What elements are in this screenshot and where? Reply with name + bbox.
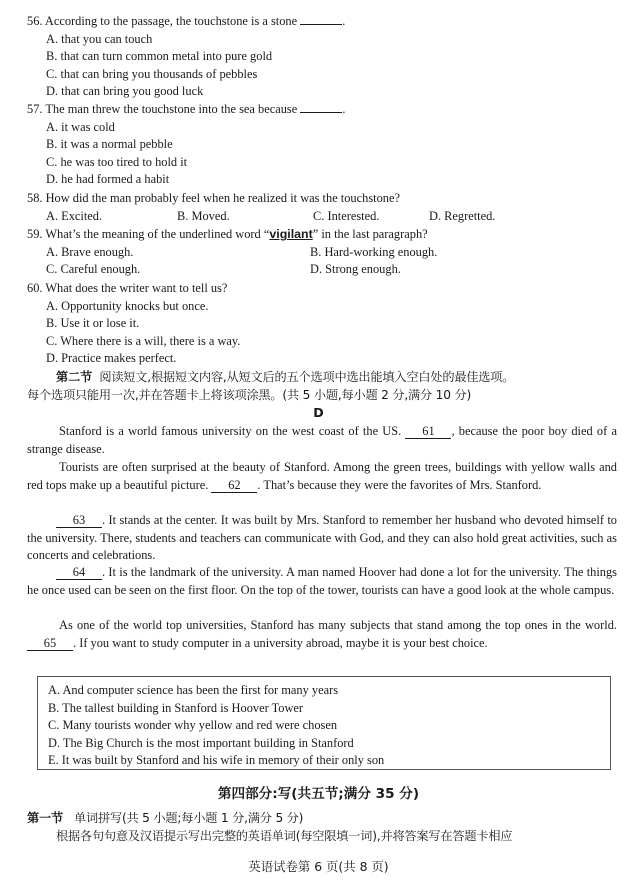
options-row	[27, 208, 617, 226]
section-2-instructions: 第二节 阅读短文,根据短文内容,从短文后的五个选项中选出能填入空白处的最佳选项。 每个选项只能用一次,并在答题卡上将该项涂黑。(共 5 小题,每小题 2 分,满分 10 分)	[27, 370, 515, 402]
blank-62: 62	[211, 478, 257, 493]
blank-61: 61	[405, 424, 451, 439]
blank-65: 65	[27, 636, 73, 651]
option-b: B. Hard-working enough.	[310, 244, 438, 259]
question-60	[27, 280, 617, 368]
option-c: C. he was too tired to hold it	[46, 154, 188, 169]
underlined-word: vigilant	[269, 227, 313, 241]
question-stem: 60. What does the writer want to tell us?	[27, 281, 228, 295]
option-d: D. Practice makes perfect.	[46, 351, 177, 366]
option-a: A. it was cold	[46, 119, 115, 134]
question-57	[27, 101, 617, 189]
option-a: A. Opportunity knocks but once.	[46, 298, 209, 313]
question-56	[27, 13, 617, 101]
option-c: C. Interested.	[313, 208, 380, 223]
paragraph-2: Tourists are often surprised at the beauty of Stanford. Among the green trees, buildings with yellow walls and red tops make up a beautiful picture. 62 . That’s because they were the favorites of Mrs. Stanford.	[27, 460, 617, 492]
option-d: D. Strong enough.	[310, 262, 401, 277]
passage-label: D	[313, 405, 324, 420]
options-row	[27, 261, 617, 279]
paragraph-4: 64 . It is the landmark of the university. A man named Hoover had done a lot for the university. The things he once used can be seen on the first floor. On the top of the tower, tourists can have a good look at the whole campus.	[27, 565, 617, 597]
question-stem: 59. What’s the meaning of the underlined word “vigilant” in the last paragraph?	[27, 227, 428, 241]
option-b: B. that can turn common metal into pure gold	[46, 49, 273, 64]
blank-63: 63	[56, 513, 102, 528]
option-d: D. Regretted.	[429, 208, 496, 223]
answer-blank	[300, 101, 342, 113]
paragraph-5: As one of the world top universities, Stanford has many subjects that stand among the top ones in the world. 65 . If you want to study computer in a university abroad, maybe it is your best choice.	[27, 617, 617, 652]
question-stem: 58. How did the man probably feel when he realized it was the touchstone?	[27, 191, 400, 205]
option-d: D. that can bring you good luck	[46, 84, 204, 99]
choice-c: C. Many tourists wonder why yellow and red were chosen	[48, 718, 338, 733]
answer-blank	[300, 13, 342, 25]
option-b: B. it was a normal pebble	[46, 137, 173, 152]
option-a: A. Excited.	[46, 208, 103, 223]
section-title: 第一节	[27, 811, 63, 825]
choice-d: D. The Big Church is the most important building in Stanford	[48, 735, 354, 750]
paragraph-1: Stanford is a world famous university on the west coast of the US. 61 , because the poor boy died of a strange disease.	[27, 424, 617, 456]
option-a: A. that you can touch	[46, 31, 153, 46]
question-stem: 57. The man threw the touchstone into the sea because .	[27, 102, 346, 116]
blank-64: 64	[56, 565, 102, 580]
section-title: 第二节	[56, 370, 92, 384]
paragraph-3: 63 . It stands at the center. It was built by Mrs. Stanford to remember her husband who devoted himself to the university. There, students and teachers can communicate with God, and they can also hold great activities, such as concerts and celebrations.	[27, 513, 617, 563]
choice-a: A. And computer science has been the first for many years	[48, 683, 339, 697]
part-4-title: 第四部分:写(共五节;满分 35 分)	[217, 786, 420, 802]
question-59	[27, 226, 617, 279]
question-58	[27, 190, 617, 225]
choices-box	[37, 676, 611, 770]
option-b: B. Moved.	[177, 208, 230, 223]
choice-e: E. It was built by Stanford and his wife in memory of their only son	[48, 753, 385, 768]
option-a: A. Brave enough.	[46, 244, 134, 259]
option-d: D. he had formed a habit	[46, 172, 170, 187]
page-footer: 英语试卷第 6 页(共 8 页)	[248, 859, 389, 874]
section-1-instructions: 第一节 单词拼写(共 5 小题;每小题 1 分,满分 5 分) 根据各句句意及汉语提示写出完整的英语单词(每空限填一词),并将答案写在答题卡相应	[27, 811, 513, 843]
option-c: C. Where there is a will, there is a way.	[46, 333, 241, 348]
option-c: C. Careful enough.	[46, 262, 141, 277]
question-stem: 56. According to the passage, the touchstone is a stone .	[27, 14, 346, 28]
option-b: B. Use it or lose it.	[46, 316, 140, 331]
option-c: C. that can bring you thousands of pebbles	[46, 66, 258, 81]
choice-b: B. The tallest building in Stanford is Hoover Tower	[48, 700, 304, 715]
options-row	[27, 244, 617, 262]
